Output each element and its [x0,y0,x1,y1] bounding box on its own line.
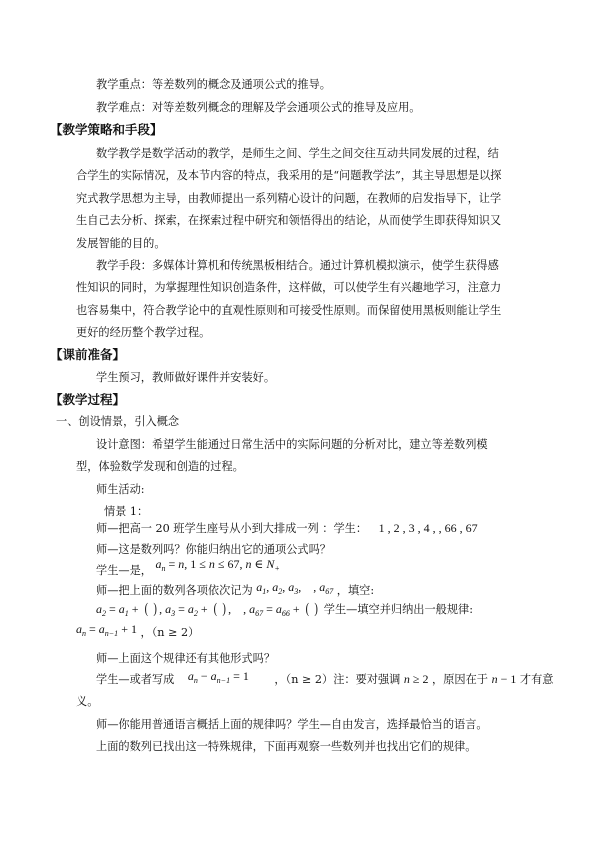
section-1-title: 一、创设情景，引入概念 [56,415,180,428]
heading-teaching-strategy: 【教学策略和手段】 [50,122,163,137]
teacher-line-2: 师—这是数列吗？你能归纳出它的通项公式吗？ [96,543,331,556]
student-line-2-reason: ，原因在于 [432,673,488,686]
means-paragraph-line-4: 更好的经历整个教学过程。 [76,326,211,339]
student-line-2-text: 学生—或者写成 [96,673,175,686]
formula-term-list: $a_1$, $a_2$, $a_3$, , $a_{67}$ [256,580,334,596]
closing-line: 上面的数列已找出这一特殊规律，下面再观察一些数列并也找出它们的规律。 [96,740,477,753]
design-intent-line-2: 型，体验数学发现和创造的过程。 [76,460,244,473]
design-intent-line-1: 设计意图：希望学生能通过日常生活中的实际问题的分析对比，建立等差数列模 [96,438,488,451]
teacher-line-1 [96,521,478,536]
strategy-paragraph-line-3: 究式教学思想为主导，由教师提出一系列精心设计的问题，在教师的启发指导下，让学 [76,192,502,205]
teacher-line-3-text: 师—把上面的数列各项依次记为 [96,584,253,597]
activity-label: 师生活动: [96,483,145,496]
formula-general-term: $a_n = n$, 1 ≤ n ≤ 67, n ∈ $N_+$ [155,557,280,573]
formula-n-minus-one: n − 1 [491,672,517,686]
preparation-text: 学生预习，教师做好课件并安装好。 [96,371,276,384]
teaching-key-point: 教学重点：等差数列的概念及通项公式的推导。 [96,78,331,91]
student-line-2-tail: 才有意 [519,673,554,686]
student-line-2 [96,669,554,691]
student-fill-text: 学生—填空并归纳出一般规律: [323,603,473,616]
formula-recurrence: $a_n = a_{n-1} + 1$ [76,622,137,638]
student-line-2-end: 义。 [76,695,99,708]
formula-difference: $a_n - a_{n-1} = 1$ [187,669,249,685]
formula-fill-blanks: $a_2 = a_1$ + ( ) , $a_3 = a_2$ + ( ) , , $a_{67} = a_{66}$ + ( ) [96,601,318,618]
student-line-2-note: ，（n ≥ 2）注：要对强调 [274,673,401,686]
strategy-paragraph-line-1: 数学教学是数学活动的教学，是师生之间、学生之间交往互动共同发展的过程，结 [96,147,499,160]
means-paragraph-line-3: 也容易集中，符合教学论中的直观性原则和可接受性原则。而保留使用黑板则能让学生 [76,304,502,317]
fill-in-line [96,602,473,621]
strategy-paragraph-line-2: 合学生的实际情况，及本节内容的特点，我采用的是“问题教学法”，其主导思想是以探 [76,169,502,182]
teaching-difficulty: 教学难点：对等差数列概念的理解及学会通项公式的推导及应用。 [96,101,421,114]
student-line-1-text: 学生—是， [96,564,152,577]
heading-teaching-process: 【教学过程】 [50,392,126,407]
formula-n-condition: n ≥ 2 [403,672,429,686]
recurrence-line [76,622,200,644]
teacher-line-1-text: 师—把高一 20 班学生座号从小到大排成一列 ：学生： [96,522,368,535]
seat-number-sequence: 1 , 2 , 3 , 4 , , 66 , 67 [378,521,478,535]
teacher-line-3-tail: ，填空: [336,584,375,597]
recurrence-condition: ，（n ≥ 2） [140,626,200,639]
scene-label: 情景 1： [104,505,149,518]
strategy-paragraph-line-5: 发展智能的目的。 [76,237,166,250]
teacher-line-4: 师—上面这个规律还有其他形式吗？ [96,652,276,665]
strategy-paragraph-line-4: 生自己去分析、探索，在探索过程中研究和领悟得出的结论，从而使学生即获得知识又 [76,214,502,227]
means-paragraph-line-1: 教学手段：多媒体计算机和传统黑板相结合。通过计算机模拟演示，使学生获得感 [96,259,499,272]
teacher-line-3 [96,580,375,602]
heading-preparation: 【课前准备】 [50,347,126,362]
means-paragraph-line-2: 性知识的同时，为掌握理性知识创造条件，这样做，可以使学生有兴趣地学习，注意力 [76,281,502,294]
student-line-1 [96,557,280,582]
teacher-line-5: 师—你能用普通语言概括上面的规律吗？学生—自由发言，选择最恰当的语言。 [96,718,488,731]
